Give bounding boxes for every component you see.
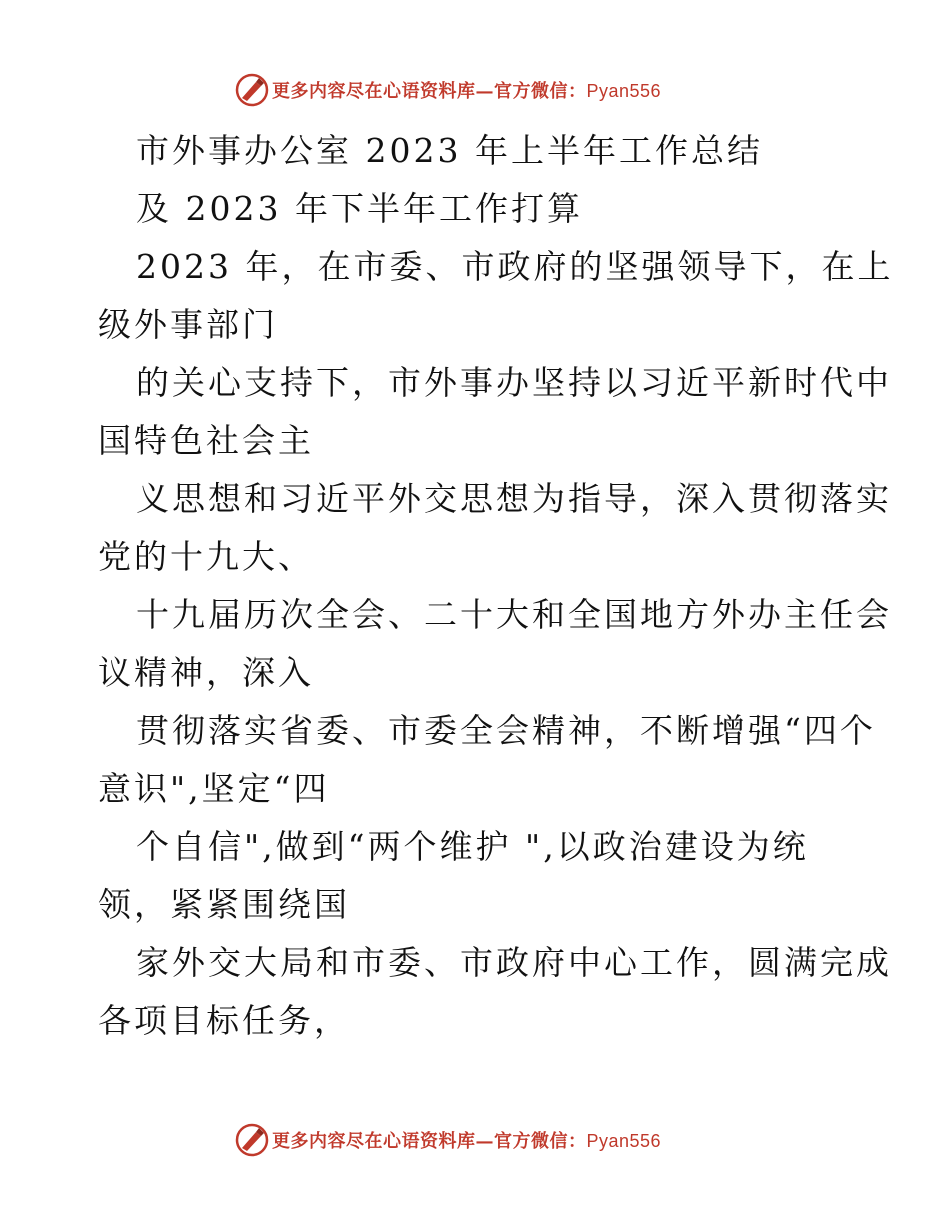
pen-logo-icon <box>234 1122 270 1158</box>
doc-line: 个自信",做到“两个维护 ",以政治建设为统 <box>136 827 809 866</box>
doc-line: 意识",坚定“四 <box>98 769 330 808</box>
watermark-text: 更多内容尽在心语资料库—官方微信：Pyan556 <box>272 81 662 102</box>
document-body <box>98 122 894 1050</box>
doc-line: 级外事部门 <box>98 305 278 344</box>
watermark-footer <box>234 1122 661 1158</box>
doc-line: 党的十九大、 <box>98 537 314 576</box>
doc-line: 十九届历次全会、二十大和全国地方外办主任会 <box>136 595 892 634</box>
doc-line: 义思想和习近平外交思想为指导，深入贯彻落实 <box>136 479 892 518</box>
doc-title-line-2: 及 2023 年下半年工作打算 <box>136 189 583 228</box>
doc-line: 议精神，深入 <box>98 653 314 692</box>
doc-line: 2023 年，在市委、市政府的坚强领导下，在上 <box>136 247 894 286</box>
doc-line: 领，紧紧围绕国 <box>98 885 350 924</box>
doc-title-line-1: 市外事办公室 2023 年上半年工作总结 <box>136 131 763 170</box>
doc-line: 家外交大局和市委、市政府中心工作，圆满完成 <box>136 943 892 982</box>
watermark-text: 更多内容尽在心语资料库—官方微信：Pyan556 <box>272 1131 662 1152</box>
pen-logo-icon <box>234 72 270 108</box>
watermark-header <box>234 72 661 108</box>
doc-line: 各项目标任务， <box>98 1001 350 1040</box>
doc-line: 的关心支持下，市外事办坚持以习近平新时代中 <box>136 363 892 402</box>
doc-line: 贯彻落实省委、市委全会精神，不断增强“四个 <box>136 711 876 750</box>
doc-line: 国特色社会主 <box>98 421 314 460</box>
